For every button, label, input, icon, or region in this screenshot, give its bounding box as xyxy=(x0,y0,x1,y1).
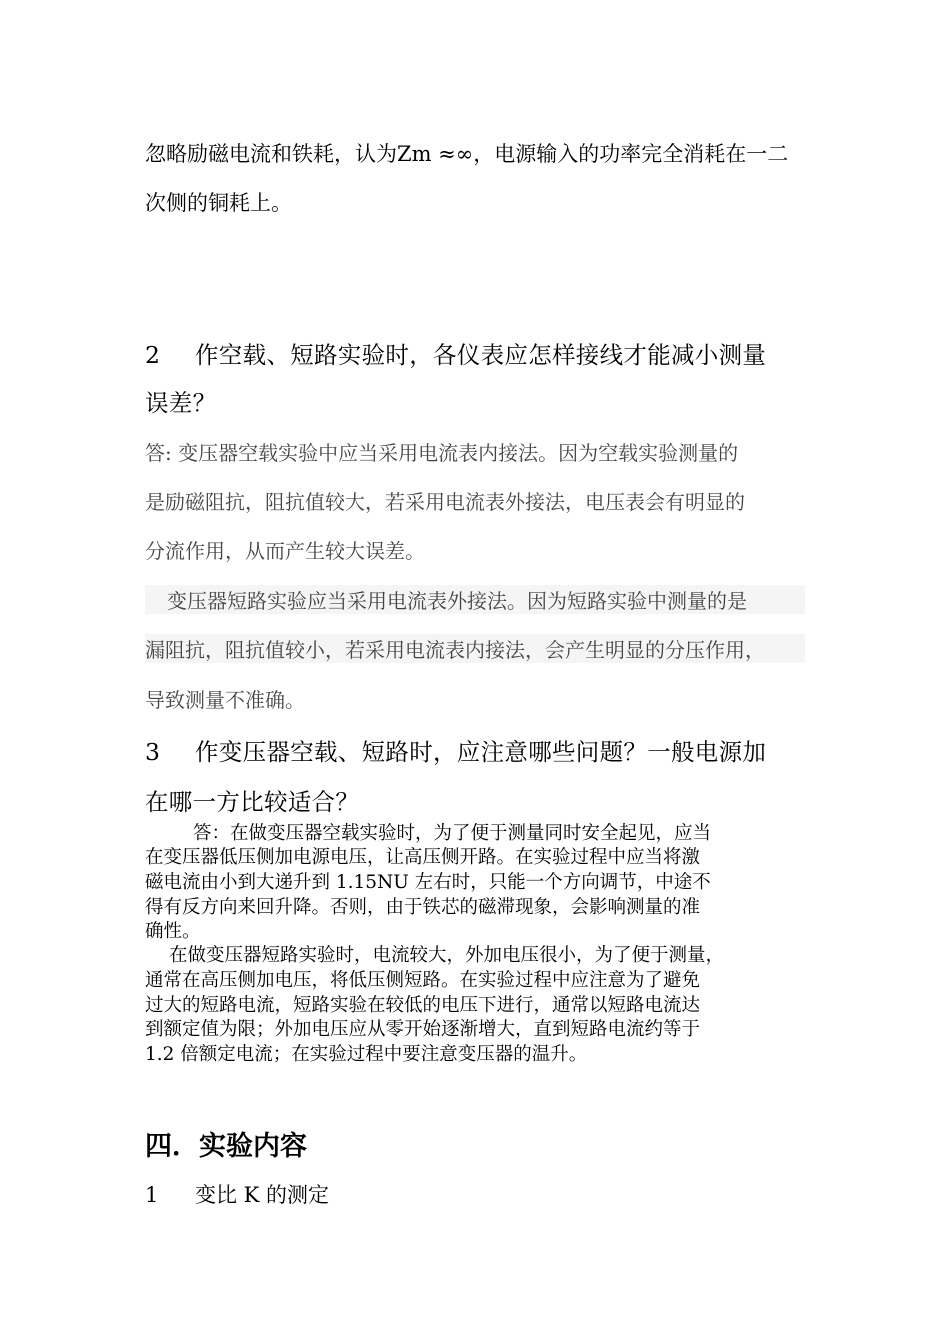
question-2-number: 2 xyxy=(145,341,161,369)
section-4-heading: 四．实验内容 xyxy=(145,1131,307,1162)
answer-3-p2-line-1: 在做变压器短路实验时，电流较大，外加电压很小，为了便于测量， xyxy=(169,945,725,966)
question-2-line-1 xyxy=(145,336,810,370)
question-2-line-2: 误差？ xyxy=(145,389,217,417)
answer-2-p1-line-1: 答: 变压器空载实验中应当采用电流表内接法。因为空载实验测量的 xyxy=(145,441,739,465)
question-3-line-1 xyxy=(145,733,810,767)
answer-2-p1-line-2: 是励磁阻抗，阻抗值较大，若采用电流表外接法，电压表会有明显的 xyxy=(145,490,745,514)
answer-3-p2-line-5: 1.2 倍额定电流；在实验过程中要注意变压器的温升。 xyxy=(145,1044,588,1065)
question-3-text: 作变压器空载、短路时，应注意哪些问题？一般电源加 xyxy=(195,738,767,766)
answer-3-p2-line-3: 过大的短路电流，短路实验在较低的电压下进行，通常以短路电流达 xyxy=(145,995,701,1016)
answer-2-p2-line-3: 导致测量不准确。 xyxy=(145,688,305,712)
answer-3-p1-line-2: 在变压器低压侧加电源电压，让高压侧开路。在实验过程中应当将激 xyxy=(145,847,701,868)
question-3-number: 3 xyxy=(145,738,161,766)
answer-3-p1-line-5: 确性。 xyxy=(145,921,201,942)
answer-3-p2-line-4: 到额定值为限；外加电压应从零开始逐渐增大，直到短路电流约等于 xyxy=(145,1019,701,1040)
section-4-item-1 xyxy=(145,1179,810,1209)
answer-3-p1-line-1: 答：在做变压器空载实验时，为了便于测量同时安全起见，应当 xyxy=(193,823,712,844)
question-3-line-2: 在哪一方比较适合？ xyxy=(145,788,360,816)
section-4-item-1-text: 变比 K 的测定 xyxy=(195,1183,330,1207)
answer-3-p1-line-4: 得有反方向来回升降。否则，由于铁芯的磁滞现象，会影响测量的准 xyxy=(145,897,701,918)
answer-3-p2-line-2: 通常在高压侧加电压，将低压侧短路。在实验过程中应注意为了避免 xyxy=(145,970,701,991)
question-2-text: 作空载、短路实验时，各仪表应怎样接线才能减小测量 xyxy=(195,341,767,369)
answer-2-p2-line-2: 漏阻抗，阻抗值较小，若采用电流表内接法，会产生明显的分压作用， xyxy=(145,634,805,663)
section-4-item-1-number: 1 xyxy=(145,1183,159,1207)
intro-line-1: 忽略励磁电流和铁耗，认为Zm ≈∞，电源输入的功率完全消耗在一二 xyxy=(145,142,789,166)
answer-3-p1-line-3: 磁电流由小到大递升到 1.15NU 左右时，只能一个方向调节，中途不 xyxy=(145,872,711,893)
intro-line-2: 次侧的铜耗上。 xyxy=(145,191,292,215)
answer-2-p2-line-1: 变压器短路实验应当采用电流表外接法。因为短路实验中测量的是 xyxy=(145,585,805,614)
answer-2-p1-line-3: 分流作用，从而产生较大误差。 xyxy=(145,539,425,563)
